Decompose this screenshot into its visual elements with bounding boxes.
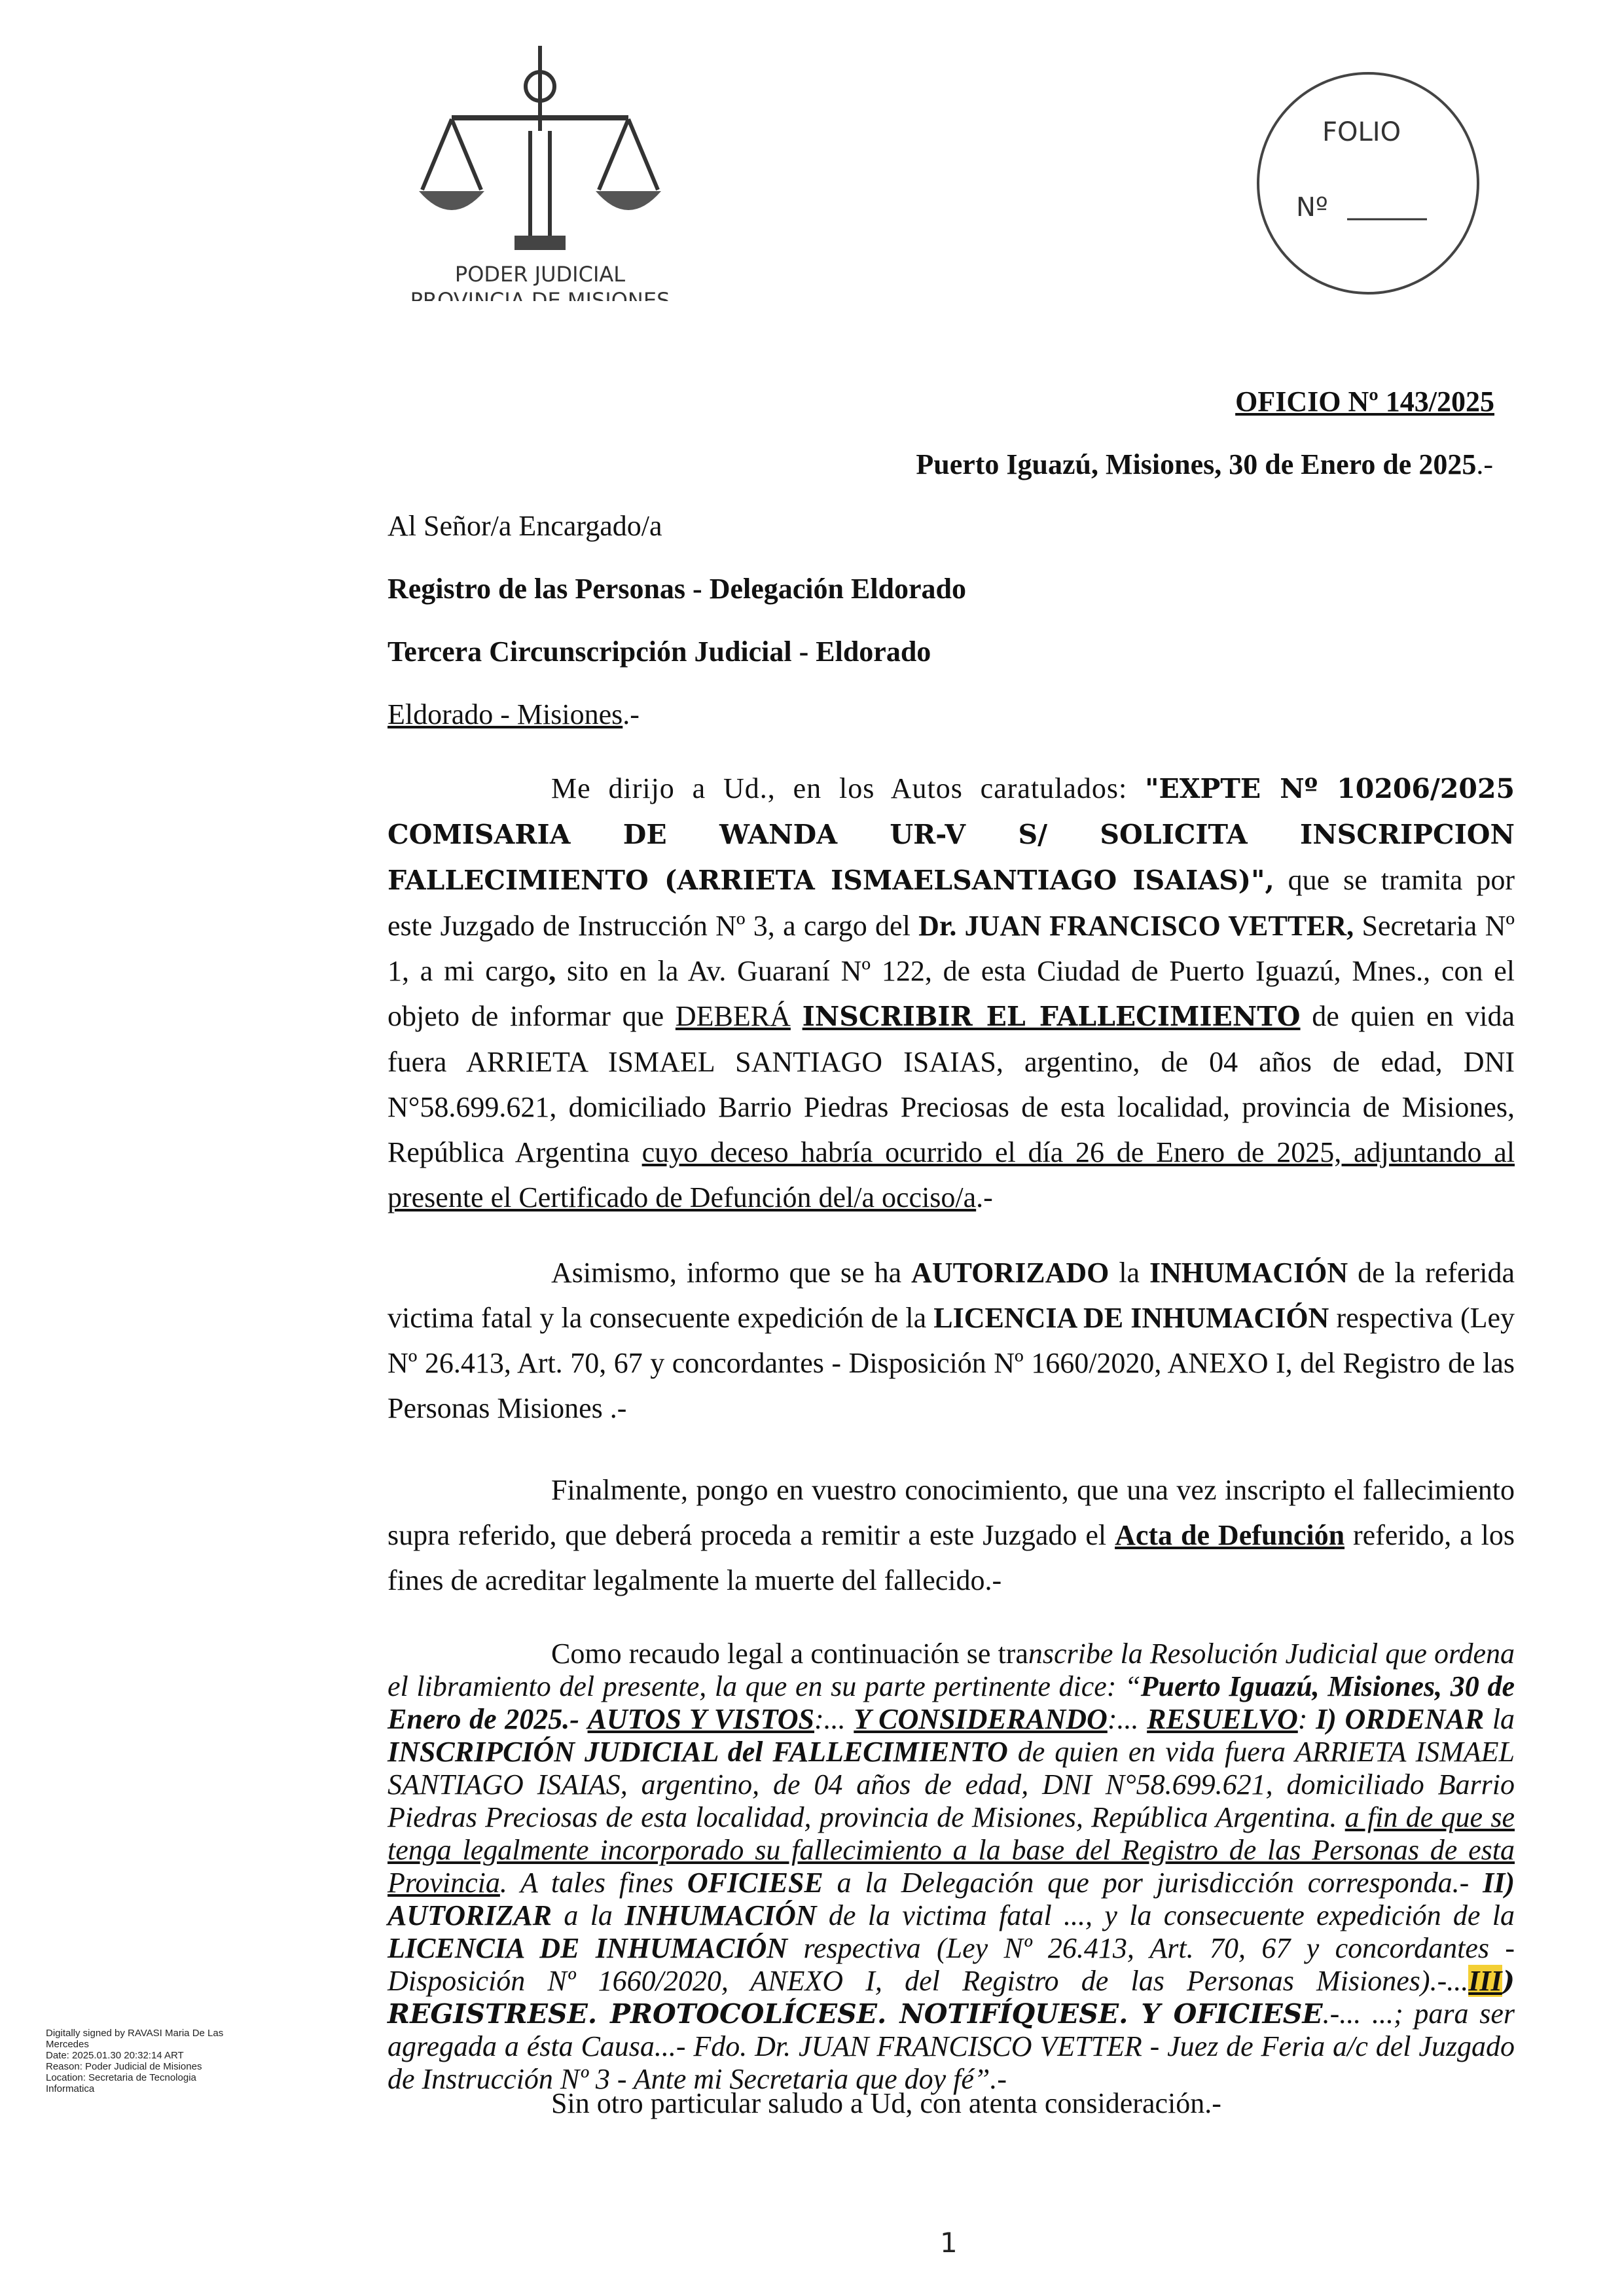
folio-stamp [1250, 65, 1492, 308]
page-number: 1 [940, 2227, 958, 2259]
paragraph-resolucion: Como recaudo legal a continuación se transcribe la Resolución Judicial que ordena el libramiento del presente, la que en su parte pertinente dice: “Puerto Iguazú, Misiones, 30 de Enero de 2025.- AUTOS Y VISTOS:... Y CONSIDERANDO:... RESUELVO: I) ORDENAR la INSCRIPCIÓN JUDICIAL del FALLECIMIENTO de quien en vida fuera ARRIETA ISMAEL SANTIAGO ISAIAS, argentino, de 04 años de edad, DNI N°58.699.621, domiciliado Barrio Piedras Preciosas de esta localidad, provincia de Misiones, República Argentina. a fin de que se tenga legalmente incorporado su fallecimiento a la base del Registro de las Personas de esta Provincia. A tales fines OFICIESE a la Delegación que por jurisdicción corresponda.- II) AUTORIZAR a la INHUMACIÓN de la victima fatal ..., y la consecuente expedición de la LICENCIA DE INHUMACIÓN respectiva (Ley Nº 26.413, Art. 70, 67 y concordantes - Disposición Nº 1660/2020, ANEXO I, del Registro de las Personas Misiones).-...III) REGISTRESE. PROTOCOLÍCESE. NOTIFÍQUESE. Y OFICIESE.-... ...; para ser agregada a ésta Causa...- Fdo. Dr. JUAN FRANCISCO VETTER - Juez de Feria a/c del Juzgado de Instrucción Nº 3 - Ante mi Secretaria que doy fé”.- [388, 1638, 1515, 2095]
folio-number-label: Nº [1296, 192, 1328, 223]
paragraph-autorizacion: Asimismo, informo que se ha AUTORIZADO la INHUMACIÓN de la referida victima fatal y la consecuente expedición de la LICENCIA DE INHUMACIÓN respectiva (Ley Nº 26.413, Art. 70, 67 y concordantes - Disposición Nº 1660/2020, ANEXO I, del Registro de las Personas Misiones .- [388, 1257, 1515, 1424]
date-line [916, 448, 1493, 481]
scales-of-justice-icon [393, 39, 707, 301]
date-suffix: .- [1476, 448, 1493, 480]
paragraph-autos: Me dirijo a Ud., en los Autos caratulados: "EXPTE Nº 10206/2025 COMISARIA DE WANDA UR-V S/ SOLICITA INSCRIPCION FALLECIMIENTO (ARRIETA ISMAELSANTIAGO ISAIAS)", que se tramita por este Juzgado de Instrucción Nº 3, a cargo del Dr. JUAN FRANCISCO VETTER, Secretaria Nº 1, a mi cargo, sito en la Av. Guaraní Nº 122, de esta Ciudad de Puerto Iguazú, Mnes., con el objeto de informar que DEBERÁ INSCRIBIR EL FALLECIMIENTO de quien en vida fuera ARRIETA ISMAEL SANTIAGO ISAIAS, argentino, de 04 años de edad, DNI N°58.699.621, domiciliado Barrio Piedras Preciosas de esta localidad, provincia de Misiones, República Argentina cuyo deceso habría ocurrido el día 26 de Enero de 2025, adjuntando al presente el Certificado de Defunción del/a occiso/a.- [388, 772, 1515, 1213]
digital-signature: Digitally signed by RAVASI Maria De Las Mercedes Date: 2025.01.30 20:32:14 ART Reason: Poder Judicial de Misiones Location: Secretaria de Tecnologia Informatica [46, 2028, 224, 2094]
recipient-office: Registro de las Personas - Delegación Eldorado [388, 573, 967, 605]
highlighted-roman-iii: III [1468, 1965, 1502, 1997]
poder-judicial-logo [393, 39, 707, 301]
logo-line1: PODER JUDICIAL [454, 262, 626, 287]
paragraph-finalmente: Finalmente, pongo en vuestro conocimiento, que una vez inscripto el fallecimiento supra referido, que deberá proceda a remitir a este Juzgado el Acta de Defunción referido, a los fines de acreditar legalmente la muerte del fallecido.- [388, 1474, 1515, 1596]
folio-label: FOLIO [1322, 117, 1401, 147]
date-text: Puerto Iguazú, Misiones, 30 de Enero de 2025 [916, 448, 1477, 480]
recipient-city: Eldorado - Misiones [388, 698, 623, 730]
oficio-number: OFICIO Nº 143/2025 [1235, 386, 1494, 418]
recipient-city-suffix: .- [623, 698, 640, 730]
recipient-city-line [388, 698, 640, 731]
recipient-district: Tercera Circunscripción Judicial - Eldorado [388, 636, 931, 668]
closing-line: Sin otro particular saludo a Ud, con atenta consideración.- [551, 2087, 1221, 2119]
logo-line2: PROVINCIA DE MISIONES [410, 288, 670, 301]
recipient-salutation: Al Señor/a Encargado/a [388, 510, 662, 542]
